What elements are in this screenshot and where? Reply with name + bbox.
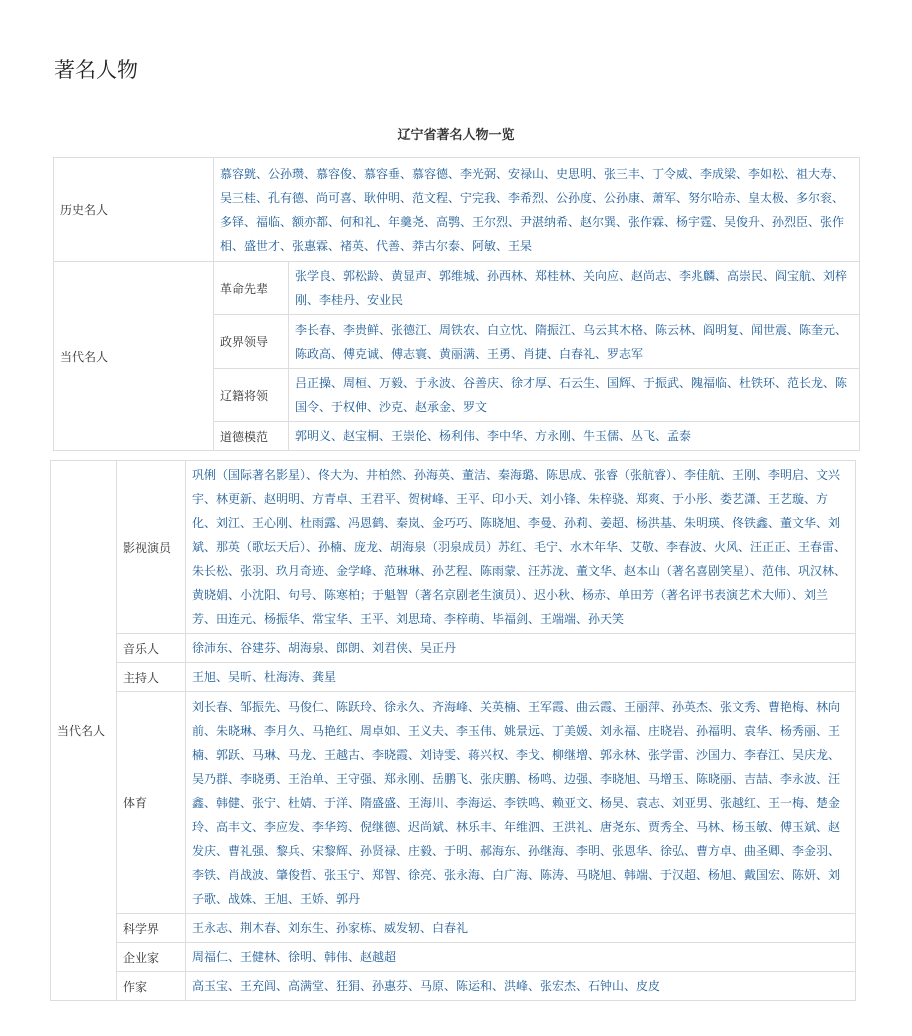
category-label: 作家 (117, 972, 186, 1001)
table-row (51, 692, 856, 914)
category-names[interactable]: 王永志、荆木春、刘东生、孙家栋、威发轫、白春礼 (186, 914, 856, 943)
category-label: 科学界 (117, 914, 186, 943)
category-names[interactable]: 周福仁、王健林、徐明、韩伟、赵越超 (186, 943, 856, 972)
history-names[interactable]: 慕容皝、公孙瓒、慕容俊、慕容垂、慕容德、李光弼、安禄山、史思明、张三丰、丁令威、李成梁、李如松、祖大寿、吴三桂、孔有德、尚可喜、耿仲明、范文程、宁完我、李希烈、公孙度、公孙康、萧军、努尔哈赤、皇太极、多尔衮、多铎、福临、额亦都、何和礼、年羹尧、高鹗、王尔烈、尹湛纳希、赵尔巽、张作霖、杨宇霆、吴俊升、孙烈臣、张作相、盛世才、张惠霖、褚英、代善、莽古尔泰、阿敏、王杲 (214, 158, 860, 262)
category-names[interactable]: 李长春、李贵鲜、张德江、周铁农、白立忱、隋振江、乌云其木格、陈云林、阎明复、闻世震、陈奎元、陈政高、傅克诚、傅志寰、黄丽满、王勇、肖捷、白春礼、罗志军 (289, 315, 860, 369)
category-label: 音乐人 (117, 634, 186, 663)
category-label: 体育 (117, 692, 186, 914)
table-row (51, 663, 856, 692)
category-label: 企业家 (117, 943, 186, 972)
category-names[interactable]: 高玉宝、王充闾、高满堂、狂狷、孙惠芬、马原、陈运和、洪峰、张宏杰、石钟山、皮皮 (186, 972, 856, 1001)
category-label: 道德模范 (214, 422, 289, 451)
category-names[interactable]: 张学良、郭松龄、黄显声、郭维城、孙西林、郑桂林、关向应、赵尚志、李兆麟、高崇民、阎宝航、刘梓刚、李桂丹、安业民 (289, 262, 860, 315)
category-label: 主持人 (117, 663, 186, 692)
category-label: 影视演员 (117, 461, 186, 634)
table-row (51, 914, 856, 943)
table-row (51, 634, 856, 663)
table-row (51, 972, 856, 1001)
table-caption: 辽宁省著名人物一览 (397, 128, 515, 143)
page-title: 著名人物 (54, 58, 138, 82)
category-names[interactable]: 吕正操、周桓、万毅、于永波、谷善庆、徐才厚、石云生、国辉、于振武、隗福临、杜铁环、范长龙、陈国令、于权伸、沙克、赵承金、罗文 (289, 369, 860, 422)
table-row (54, 262, 860, 315)
table-row (54, 158, 860, 262)
category-label: 革命先辈 (214, 262, 289, 315)
liaoning-famous-people-table (53, 157, 860, 451)
category-names[interactable]: 郭明义、赵宝桐、王崇伦、杨利伟、李中华、方永刚、牛玉儒、丛飞、孟泰 (289, 422, 860, 451)
category-names[interactable]: 徐沛东、谷建芬、胡海泉、郎朗、刘君侠、吴正丹 (186, 634, 856, 663)
section-label-history: 历史名人 (54, 158, 214, 262)
category-names[interactable]: 王旭、吴昕、杜海涛、龚星 (186, 663, 856, 692)
category-names[interactable]: 巩俐（国际著名影星）、佟大为、井柏然、孙海英、董洁、秦海璐、陈思成、张睿（张航睿）、李佳航、王刚、李明启、文兴宇、林更新、赵明明、方青卓、王君平、贺树峰、王平、印小天、刘小锋、朱梓骁、郑爽、于小彤、娄艺潇、王艺璇、方化、刘江、王心刚、杜雨露、冯恩鹤、秦岚、金巧巧、陈晓旭、李曼、孙莉、姜超、杨洪基、朱明瑛、佟铁鑫、董文华、刘斌、那英（歌坛天后）、孙楠、庞龙、胡海泉（羽泉成员）苏红、毛宁、水木年华、艾敬、李春波、火风、汪正正、王春雷、朱长松、张羽、玖月奇迹、金学峰、范琳琳、孙艺程、陈雨蒙、汪苏泷、董文华、赵本山（著名喜剧笑星）、范伟、巩汉林、黄晓娟、小沈阳、句号、陈寒柏；于魁智（著名京剧老生演员）、迟小秋、杨赤、单田芳（著名评书表演艺术大师）、刘兰芳、田连元、杨振华、常宝华、王平、刘思琦、李梓萌、毕福剑、王端端、孙天笑 (186, 461, 856, 634)
table-row (51, 461, 856, 634)
modern-famous-people-table (50, 460, 856, 1001)
category-label: 辽籍将领 (214, 369, 289, 422)
table-row (51, 943, 856, 972)
category-label: 政界领导 (214, 315, 289, 369)
section-label-modern: 当代名人 (54, 262, 214, 451)
section-label-modern: 当代名人 (51, 461, 117, 1001)
category-names[interactable]: 刘长春、邹振先、马俊仁、陈跃玲、徐永久、齐海峰、关英楠、王军霞、曲云霞、王丽萍、孙英杰、张文秀、曹艳梅、林向前、朱晓琳、李月久、马艳红、周卓如、王义夫、李玉伟、姚景远、丁美媛、刘永福、庄晓岩、孙福明、袁华、杨秀丽、王楠、郭跃、马琳、马龙、王越古、李晓霞、刘诗雯、蒋兴权、李戈、柳继增、郭永林、张学雷、沙国力、李春江、吴庆龙、吴乃群、李晓勇、王治单、王守强、郑永刚、岳鹏飞、张庆鹏、杨鸣、边强、李晓旭、马增玉、陈晓丽、吉喆、李永波、汪鑫、韩健、张宁、杜婧、于洋、隋盛盛、王海川、李海运、李铁鸣、赖亚文、杨昊、袁志、刘亚男、张越红、王一梅、楚金玲、高丰文、李应发、李华筠、倪继德、迟尚斌、林乐丰、年维泗、王洪礼、唐尧东、贾秀全、马林、杨玉敏、傅玉斌、赵发庆、曹礼强、黎兵、宋黎辉、孙贤禄、庄毅、于明、郝海东、孙继海、李明、张恩华、徐弘、曹方卓、曲圣卿、李金羽、李铁、肖战波、肇俊哲、张玉宁、郑智、徐亮、张永海、白广海、陈涛、马晓旭、韩端、于汉超、杨旭、戴国宏、陈妍、刘子歌、战姝、王旭、王娇、郭丹 (186, 692, 856, 914)
